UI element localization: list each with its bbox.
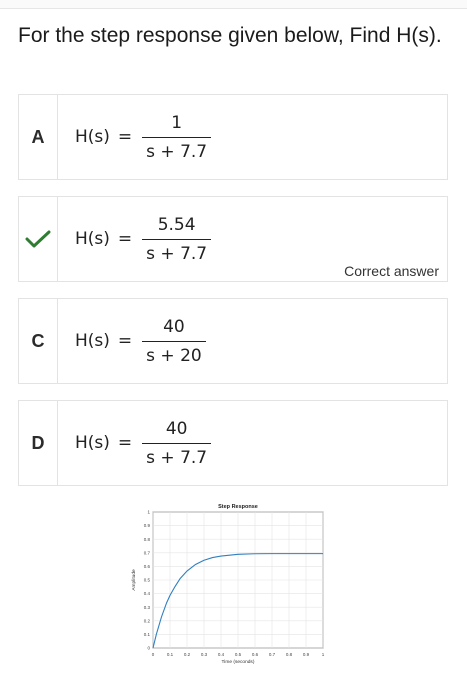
x-tick-label: 0 xyxy=(151,652,155,657)
fraction xyxy=(142,215,211,264)
step-response-chart xyxy=(125,498,330,668)
fraction-denominator: s + 7.7 xyxy=(146,141,208,162)
y-tick-label: 0.1 xyxy=(143,632,150,637)
fraction-numerator: 40 xyxy=(165,418,188,439)
x-tick-label: 0.4 xyxy=(217,652,225,657)
formula-lhs: H(s) xyxy=(75,433,110,453)
y-tick-label: 1 xyxy=(147,509,150,515)
y-tick-label: 0.3 xyxy=(143,604,150,610)
option-formula xyxy=(75,95,211,179)
formula-lhs: H(s) xyxy=(75,229,110,249)
option-d[interactable] xyxy=(18,400,448,486)
chart-svg xyxy=(125,498,330,668)
formula-equals: = xyxy=(117,229,133,249)
formula-equals: = xyxy=(117,127,133,147)
option-formula xyxy=(75,401,211,485)
fraction-numerator: 5.54 xyxy=(157,214,196,235)
formula-equals: = xyxy=(117,433,133,453)
x-tick-label: 0.9 xyxy=(302,652,310,657)
x-tick-label: 0.7 xyxy=(268,652,276,657)
formula-equals: = xyxy=(117,331,133,351)
option-formula xyxy=(75,299,206,383)
y-tick-label: 0.6 xyxy=(143,564,150,569)
y-tick-label: 0.7 xyxy=(143,550,150,556)
option-letter xyxy=(19,197,58,281)
chart-title: Step Response xyxy=(218,504,258,510)
y-tick-label: 0.4 xyxy=(143,591,150,597)
fraction xyxy=(142,113,211,162)
option-formula xyxy=(75,197,211,281)
formula-lhs: H(s) xyxy=(75,127,110,147)
option-c[interactable] xyxy=(18,298,448,384)
option-b-correct[interactable] xyxy=(18,196,448,282)
fraction-denominator: s + 20 xyxy=(146,345,202,366)
y-tick-label: 0.8 xyxy=(143,536,150,542)
fraction xyxy=(142,419,211,468)
fraction-numerator: 40 xyxy=(163,316,185,337)
checkmark-icon xyxy=(25,229,51,249)
formula-lhs: H(s) xyxy=(75,331,110,351)
top-divider xyxy=(0,0,467,9)
x-axis-label: Time (seconds) xyxy=(221,660,255,665)
fraction-numerator: 1 xyxy=(171,112,183,133)
y-tick-label: 0.2 xyxy=(143,618,150,624)
x-tick-label: 0.2 xyxy=(183,652,191,657)
correct-answer-label: Correct answer xyxy=(344,263,439,279)
fraction xyxy=(142,317,206,366)
y-tick-label: 0 xyxy=(147,645,150,651)
y-tick-label: 0.9 xyxy=(143,523,150,529)
option-letter: C xyxy=(19,299,58,383)
option-letter: D xyxy=(19,401,58,485)
y-tick-label: 0.5 xyxy=(143,577,150,583)
fraction-denominator: s + 7.7 xyxy=(146,243,208,264)
y-axis-label: Amplitude xyxy=(132,569,137,591)
question-text: For the step response given below, Find H(s). xyxy=(18,24,442,47)
x-tick-label: 0.3 xyxy=(200,652,208,657)
option-a[interactable] xyxy=(18,94,448,180)
x-tick-label: 0.5 xyxy=(234,652,242,657)
option-letter: A xyxy=(19,95,58,179)
x-tick-label: 0.6 xyxy=(251,652,259,657)
x-tick-label: 0.1 xyxy=(166,652,174,657)
x-tick-label: 0.8 xyxy=(285,652,293,657)
x-tick-label: 1 xyxy=(321,652,325,657)
fraction-denominator: s + 7.7 xyxy=(146,447,208,468)
